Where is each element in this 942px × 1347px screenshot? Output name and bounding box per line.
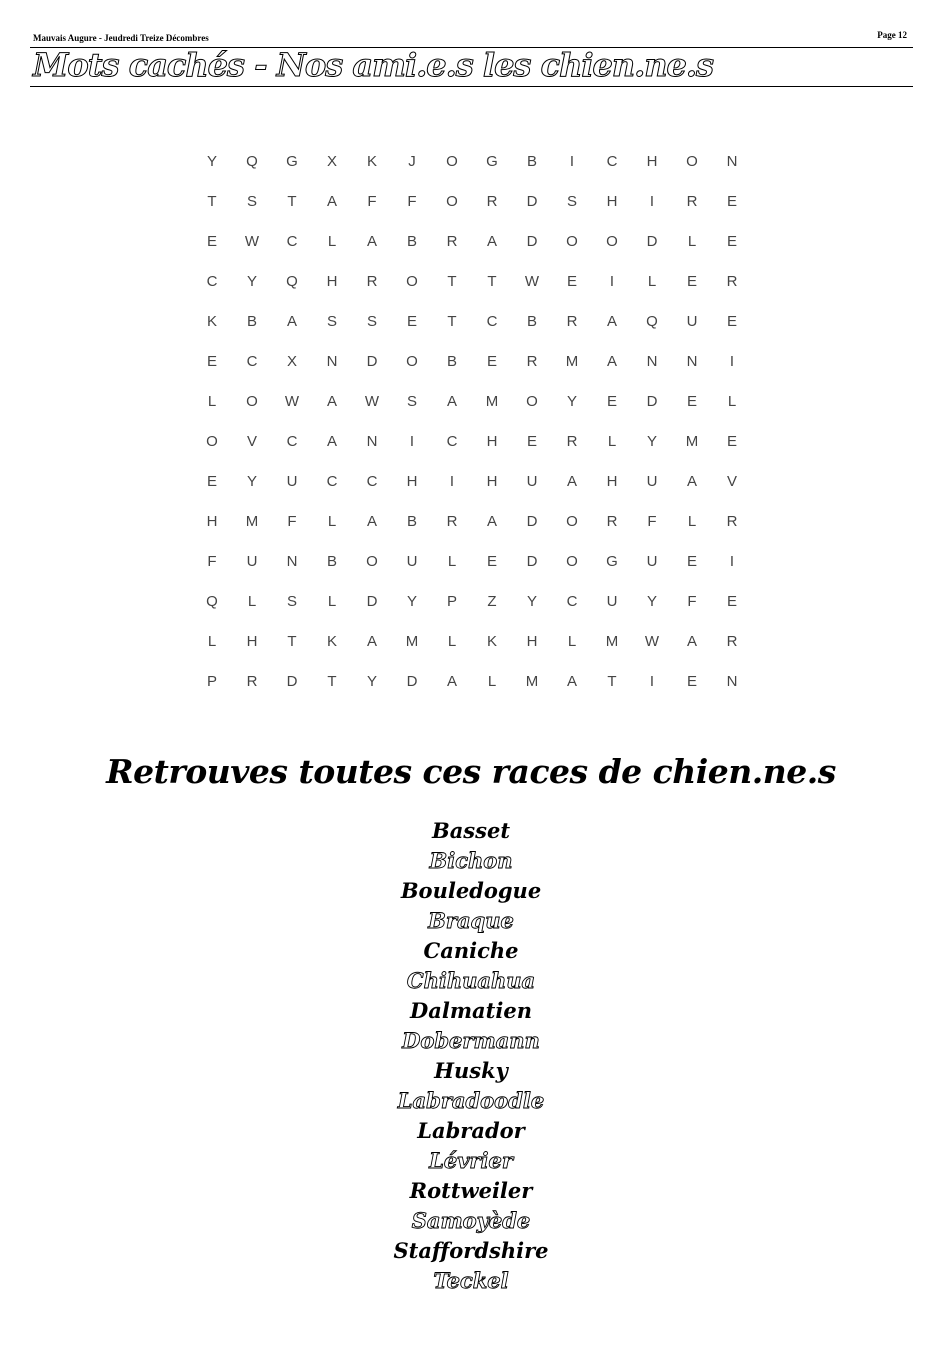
grid-letter: M (485, 393, 499, 410)
grid-letter: A (366, 513, 377, 530)
grid-letter: F (287, 513, 297, 530)
grid-letter: N (286, 553, 298, 570)
grid-letter: E (686, 393, 697, 410)
grid-letter: T (287, 633, 297, 650)
grid-letter: F (207, 553, 217, 570)
grid-letter: Q (286, 273, 298, 290)
grid-letter: E (486, 553, 497, 570)
grid-letter: K (206, 313, 217, 330)
grid-letter: O (446, 153, 458, 170)
word-list (0, 816, 942, 1296)
grid-letter: U (246, 553, 258, 570)
grid-letter: O (206, 433, 218, 450)
grid-letter: L (487, 673, 497, 690)
grid-letter: E (406, 313, 417, 330)
grid-letter: T (487, 273, 497, 290)
grid-letter: G (286, 153, 298, 170)
word-search-grid (192, 142, 752, 702)
grid-letter: L (327, 233, 337, 250)
grid-letter: O (686, 153, 698, 170)
grid-letter: L (647, 273, 657, 290)
grid-letter: B (326, 553, 337, 570)
word-list-item: Labradoodle (397, 1088, 545, 1113)
grid-letter: I (609, 273, 615, 290)
grid-row (192, 222, 752, 262)
grid-letter: O (446, 193, 458, 210)
grid-letter: G (486, 153, 498, 170)
grid-letter: Z (487, 593, 497, 610)
grid-letter: V (246, 433, 257, 450)
grid-letter: Y (206, 153, 217, 170)
grid-letter: H (486, 473, 498, 490)
grid-letter: A (326, 393, 337, 410)
grid-letter: P (206, 673, 217, 690)
grid-letter: S (406, 393, 417, 410)
grid-letter: Y (646, 433, 657, 450)
publication-name: Mauvais Augure - Jeudredi Treize Décombres (33, 33, 209, 43)
grid-letter: U (526, 473, 538, 490)
grid-letter: R (486, 193, 498, 210)
grid-letter: E (726, 233, 737, 250)
grid-letter: L (327, 593, 337, 610)
grid-letter: W (244, 233, 260, 250)
grid-row (192, 462, 752, 502)
grid-letter: H (606, 193, 618, 210)
grid-letter: S (286, 593, 297, 610)
grid-letter: A (366, 633, 377, 650)
grid-row (192, 422, 752, 462)
grid-letter: A (566, 673, 577, 690)
grid-row (192, 142, 752, 182)
grid-letter: A (486, 513, 497, 530)
grid-letter: M (405, 633, 419, 650)
grid-letter: I (409, 433, 415, 450)
grid-letter: I (729, 553, 735, 570)
grid-row (192, 542, 752, 582)
grid-letter: D (406, 673, 418, 690)
word-list-item: Basset (431, 818, 511, 843)
grid-letter: N (686, 353, 698, 370)
grid-letter: I (569, 153, 575, 170)
grid-letter: C (326, 473, 338, 490)
grid-letter: E (526, 433, 537, 450)
grid-letter: R (526, 353, 538, 370)
grid-letter: O (366, 553, 378, 570)
grid-letter: N (726, 673, 738, 690)
grid-letter: V (726, 473, 737, 490)
word-list-item: Labrador (417, 1118, 525, 1143)
grid-letter: S (566, 193, 577, 210)
grid-letter: E (686, 673, 697, 690)
grid-letter: L (727, 393, 737, 410)
word-list-item: Dalmatien (410, 998, 532, 1023)
grid-letter: E (726, 193, 737, 210)
grid-letter: C (606, 153, 618, 170)
grid-letter: H (606, 473, 618, 490)
grid-letter: E (206, 473, 217, 490)
word-list-item: Bichon (429, 848, 513, 873)
word-list-item: Staffordshire (393, 1238, 549, 1263)
grid-letter: R (686, 193, 698, 210)
grid-letter: O (246, 393, 258, 410)
grid-letter: Y (526, 593, 537, 610)
grid-letter: I (649, 673, 655, 690)
grid-letter: Y (566, 393, 577, 410)
grid-letter: H (406, 473, 418, 490)
grid-letter: I (449, 473, 455, 490)
grid-letter: D (286, 673, 298, 690)
grid-letter: G (606, 553, 618, 570)
grid-row (192, 302, 752, 342)
grid-letter: H (526, 633, 538, 650)
grid-letter: E (726, 433, 737, 450)
grid-letter: A (326, 193, 337, 210)
grid-letter: O (526, 393, 538, 410)
grid-letter: C (286, 433, 298, 450)
word-list-item: Braque (428, 908, 514, 933)
grid-letter: B (246, 313, 257, 330)
grid-letter: D (366, 353, 378, 370)
grid-letter: R (566, 313, 578, 330)
grid-row (192, 502, 752, 542)
grid-letter: R (446, 233, 458, 250)
grid-letter: Y (406, 593, 417, 610)
grid-letter: Y (246, 273, 257, 290)
word-list-item: Bouledogue (400, 878, 542, 903)
grid-letter: K (366, 153, 377, 170)
grid-letter: B (446, 353, 457, 370)
grid-letter: C (486, 313, 498, 330)
grid-letter: Y (246, 473, 257, 490)
title-rule (30, 86, 913, 87)
grid-letter: M (565, 353, 579, 370)
grid-letter: C (286, 233, 298, 250)
grid-letter: K (486, 633, 497, 650)
grid-letter: W (284, 393, 300, 410)
grid-letter: U (686, 313, 698, 330)
grid-row (192, 382, 752, 422)
grid-letter: T (287, 193, 297, 210)
grid-letter: C (246, 353, 258, 370)
grid-letter: A (606, 353, 617, 370)
grid-letter: R (726, 273, 738, 290)
grid-letter: H (246, 633, 258, 650)
grid-letter: T (327, 673, 337, 690)
grid-letter: A (606, 313, 617, 330)
grid-letter: T (607, 673, 617, 690)
grid-letter: A (486, 233, 497, 250)
word-list-item: Rottweiler (409, 1178, 533, 1203)
grid-letter: Q (206, 593, 218, 610)
word-list-item: Dobermann (402, 1028, 540, 1053)
grid-row (192, 582, 752, 622)
grid-letter: E (606, 393, 617, 410)
grid-letter: S (366, 313, 377, 330)
grid-letter: E (726, 313, 737, 330)
grid-letter: M (605, 633, 619, 650)
grid-letter: M (245, 513, 259, 530)
grid-letter: B (526, 313, 537, 330)
grid-letter: M (525, 673, 539, 690)
grid-letter: R (606, 513, 618, 530)
grid-letter: J (408, 153, 416, 170)
grid-letter: L (607, 433, 617, 450)
grid-letter: H (646, 153, 658, 170)
grid-letter: O (566, 513, 578, 530)
grid-letter: K (326, 633, 337, 650)
page-title: Mots cachés - Nos ami.e.s les chien.ne.s (33, 46, 714, 84)
grid-letter: B (406, 513, 417, 530)
grid-letter: P (446, 593, 457, 610)
grid-letter: Q (646, 313, 658, 330)
grid-letter: M (685, 433, 699, 450)
grid-letter: R (726, 513, 738, 530)
grid-letter: A (686, 473, 697, 490)
grid-row (192, 182, 752, 222)
grid-letter: E (686, 273, 697, 290)
grid-letter: S (246, 193, 257, 210)
instructions-heading: Retrouves toutes ces races de chien.ne.s (106, 752, 836, 791)
grid-letter: N (726, 153, 738, 170)
word-list-item: Lévrier (429, 1148, 513, 1173)
grid-letter: L (447, 553, 457, 570)
grid-letter: C (366, 473, 378, 490)
grid-letter: D (366, 593, 378, 610)
grid-letter: X (286, 353, 297, 370)
grid-letter: H (326, 273, 338, 290)
grid-letter: E (206, 233, 217, 250)
grid-letter: A (446, 393, 457, 410)
page-number: Page 12 (877, 30, 907, 40)
grid-letter: B (526, 153, 537, 170)
grid-letter: D (526, 513, 538, 530)
grid-letter: O (566, 233, 578, 250)
grid-letter: I (729, 353, 735, 370)
grid-letter: F (367, 193, 377, 210)
grid-letter: W (524, 273, 540, 290)
word-list-item: Teckel (433, 1268, 509, 1293)
grid-letter: L (207, 633, 217, 650)
grid-letter: A (366, 233, 377, 250)
grid-letter: T (207, 193, 217, 210)
grid-letter: F (687, 593, 697, 610)
grid-letter: C (206, 273, 218, 290)
grid-letter: N (646, 353, 658, 370)
grid-letter: F (647, 513, 657, 530)
grid-letter: E (566, 273, 577, 290)
grid-letter: L (447, 633, 457, 650)
grid-letter: R (446, 513, 458, 530)
grid-letter: A (566, 473, 577, 490)
grid-letter: T (447, 273, 457, 290)
grid-letter: Y (366, 673, 377, 690)
grid-letter: R (726, 633, 738, 650)
grid-letter: L (327, 513, 337, 530)
grid-letter: N (366, 433, 378, 450)
grid-letter: O (406, 273, 418, 290)
grid-letter: R (366, 273, 378, 290)
grid-letter: L (207, 393, 217, 410)
grid-row (192, 622, 752, 662)
grid-letter: C (446, 433, 458, 450)
grid-letter: E (726, 593, 737, 610)
grid-letter: I (649, 193, 655, 210)
grid-letter: O (406, 353, 418, 370)
grid-letter: W (644, 633, 660, 650)
grid-letter: U (286, 473, 298, 490)
grid-row (192, 262, 752, 302)
grid-letter: A (286, 313, 297, 330)
grid-letter: O (566, 553, 578, 570)
grid-letter: Q (246, 153, 258, 170)
word-list-item: Samoyède (411, 1208, 531, 1233)
word-list-item: Caniche (423, 938, 519, 963)
grid-letter: D (526, 553, 538, 570)
word-list-item: Chihuahua (406, 968, 536, 993)
grid-letter: L (687, 513, 697, 530)
grid-letter: U (646, 553, 658, 570)
grid-letter: A (686, 633, 697, 650)
grid-row (192, 662, 752, 702)
grid-letter: L (687, 233, 697, 250)
grid-letter: B (406, 233, 417, 250)
grid-letter: W (364, 393, 380, 410)
grid-letter: D (646, 393, 658, 410)
grid-letter: D (526, 193, 538, 210)
grid-letter: F (407, 193, 417, 210)
grid-letter: C (566, 593, 578, 610)
grid-letter: U (646, 473, 658, 490)
grid-letter: O (606, 233, 618, 250)
grid-letter: X (326, 153, 337, 170)
grid-letter: H (206, 513, 218, 530)
word-list-item: Husky (434, 1058, 508, 1083)
grid-letter: E (206, 353, 217, 370)
grid-letter: A (446, 673, 457, 690)
grid-letter: E (686, 553, 697, 570)
grid-letter: D (526, 233, 538, 250)
grid-letter: H (486, 433, 498, 450)
grid-letter: D (646, 233, 658, 250)
grid-letter: U (406, 553, 418, 570)
grid-letter: E (486, 353, 497, 370)
grid-letter: Y (646, 593, 657, 610)
grid-letter: R (566, 433, 578, 450)
grid-letter: R (246, 673, 258, 690)
grid-row (192, 342, 752, 382)
grid-letter: N (326, 353, 338, 370)
grid-letter: U (606, 593, 618, 610)
grid-letter: T (447, 313, 457, 330)
grid-letter: S (326, 313, 337, 330)
grid-letter: A (326, 433, 337, 450)
grid-letter: L (567, 633, 577, 650)
grid-letter: L (247, 593, 257, 610)
